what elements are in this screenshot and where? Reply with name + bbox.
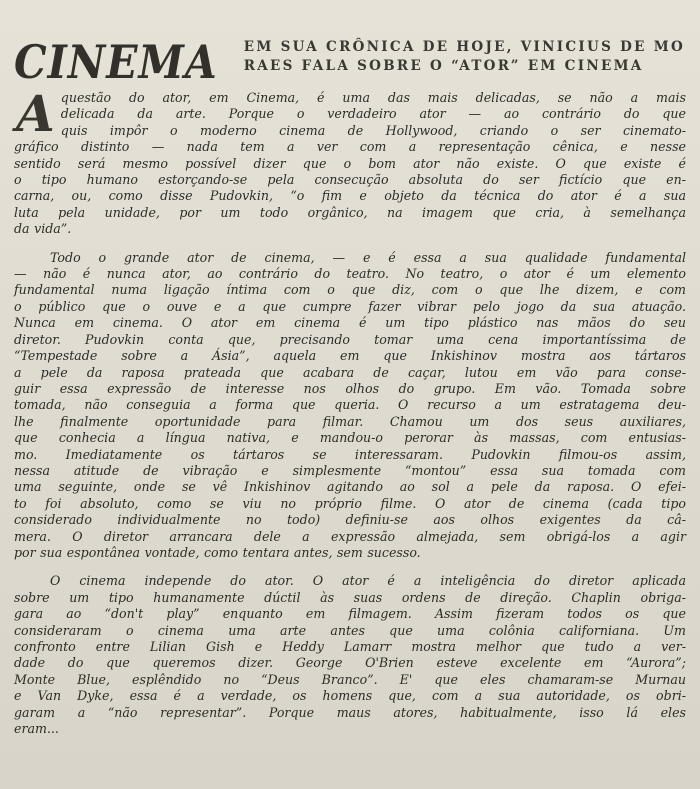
text-line: — não é nunca ator, ao contrário do teatro. No teatro, o ator é um elemento [14, 266, 686, 282]
text-line: eram... [14, 721, 59, 737]
text-line: confronto entre Lilian Gish e Heddy Lamarr mostra melhor que tudo a ver- [14, 639, 686, 654]
text-line: questão do ator, em Cinema, é uma das mais delicadas, se não a mais [60, 90, 686, 105]
text-line: sentido será mesmo possível dizer que o bom ator não existe. O que existe é [14, 155, 686, 171]
text-line: consideraram o cinema uma arte antes que uma colônia californiana. Um [14, 622, 686, 638]
text-line: “Tempestade sobre a Ásia”, aquela em que Inkishinov mostra aos tártaros [14, 348, 686, 364]
text-line: uma seguinte, onde se vê Inkishinov agitando ao sol a pele da raposa. O efei- [14, 479, 686, 495]
text-line: quis impôr o moderno cinema de Hollywood, criando o ser cinemato- [60, 122, 686, 138]
text-line: diretor. Pudovkin conta que, precisando tomar uma cena importantíssima de [14, 331, 686, 347]
text-line: gara ao “don't play” enquanto em filmagem. Assim fizeram todos os que [14, 606, 686, 622]
headline-line-1: EM SUA CRÔNICA DE HOJE, VINICIUS DE MO [243, 39, 686, 55]
text-line: gráfico distinto — nada tem a ver com a representação cênica, e nesse [14, 139, 686, 155]
text-line: Nunca em cinema. O ator em cinema é um tipo plástico nas mãos do seu [14, 315, 686, 331]
text-line: sobre um tipo humanamente dúctil às suas ordens de direção. Chaplin obriga- [14, 589, 686, 605]
text-line: Todo o grande ator de cinema, — e é essa a sua qualidade fundamental [50, 249, 686, 265]
text-line: fundamental numa ligação íntima com o que diz, com o que lhe dizem, e com [14, 282, 686, 298]
article-body [14, 84, 686, 737]
text-line: carna, ou, como disse Pudovkin, “o fim e objeto da técnica do ator é a sua [14, 188, 686, 204]
headline [244, 38, 685, 76]
headline-line-2: RAES FALA SOBRE O “ATOR” EM CINEMA [243, 58, 644, 74]
header [14, 30, 686, 90]
drop-cap: A [16, 84, 55, 143]
text-line: lhe finalmente oportunidade para filmar. Chamou um dos seus auxiliares, [14, 413, 686, 429]
paragraph-2 [14, 250, 686, 562]
text-line: o tipo humano estorçando-se pela consecução absoluta do ser fictício que en- [14, 172, 686, 188]
text-line: O cinema independe do ator. O ator é a inteligência do diretor aplicada [50, 573, 686, 589]
text-line: dade do que queremos dizer. George O'Brien esteve excelente em “Aurora”; [14, 655, 686, 671]
text-line: guir essa expressão de interesse nos olhos do grupo. Em vão. Tomada sobre [14, 380, 686, 396]
text-line: a pele da raposa prateada que acabara de caçar, lutou em vão para conse- [14, 364, 686, 380]
text-line: tomada, não conseguia a forma que queria. O recurso a um estratagema deu- [14, 397, 686, 413]
text-line: delicada da arte. Porque o verdadeiro ator — ao contrário do que [60, 106, 686, 122]
text-line: mera. O diretor arrancara dele a expressão almejada, sem obrigá-los a agir [14, 528, 686, 544]
text-line: garam a “não representar”. Porque maus atores, habitualmente, isso lá eles [14, 704, 686, 720]
text-line: nessa atitude de vibração e simplesmente “montou” essa sua tomada com [14, 462, 686, 478]
paragraph-1 [14, 84, 686, 238]
text-line: Monte Blue, esplêndido no “Deus Branco”. E' que eles chamaram-se Murnau [14, 671, 686, 687]
column-logo: CINEMA [14, 35, 218, 90]
paragraph-3 [14, 573, 686, 737]
text-line: e Van Dyke, essa é a verdade, os homens que, com a sua autoridade, os obri- [14, 688, 686, 704]
text-line: luta pela unidade, por um todo orgânico, na imagem que cria, à semelhança [14, 204, 686, 220]
text-line: to foi absoluto, como se viu no próprio filme. O ator de cinema (cada tipo [14, 495, 686, 511]
text-line: considerado individualmente no todo) definiu-se aos olhos exigentes da câ- [14, 512, 686, 528]
text-line: o público que o ouve e a que cumpre fazer vibrar pelo jogo da sua atuação. [14, 298, 686, 314]
text-line: mo. Imediatamente os tártaros se interessaram. Pudovkin filmou-os assim, [14, 446, 686, 462]
text-line: que conhecia a língua nativa, e mandou-o perorar às massas, com entusias- [14, 430, 686, 446]
text-line: da vida”. [14, 221, 72, 237]
text-line: por sua espontânea vontade, como tentara antes, sem sucesso. [14, 544, 421, 560]
